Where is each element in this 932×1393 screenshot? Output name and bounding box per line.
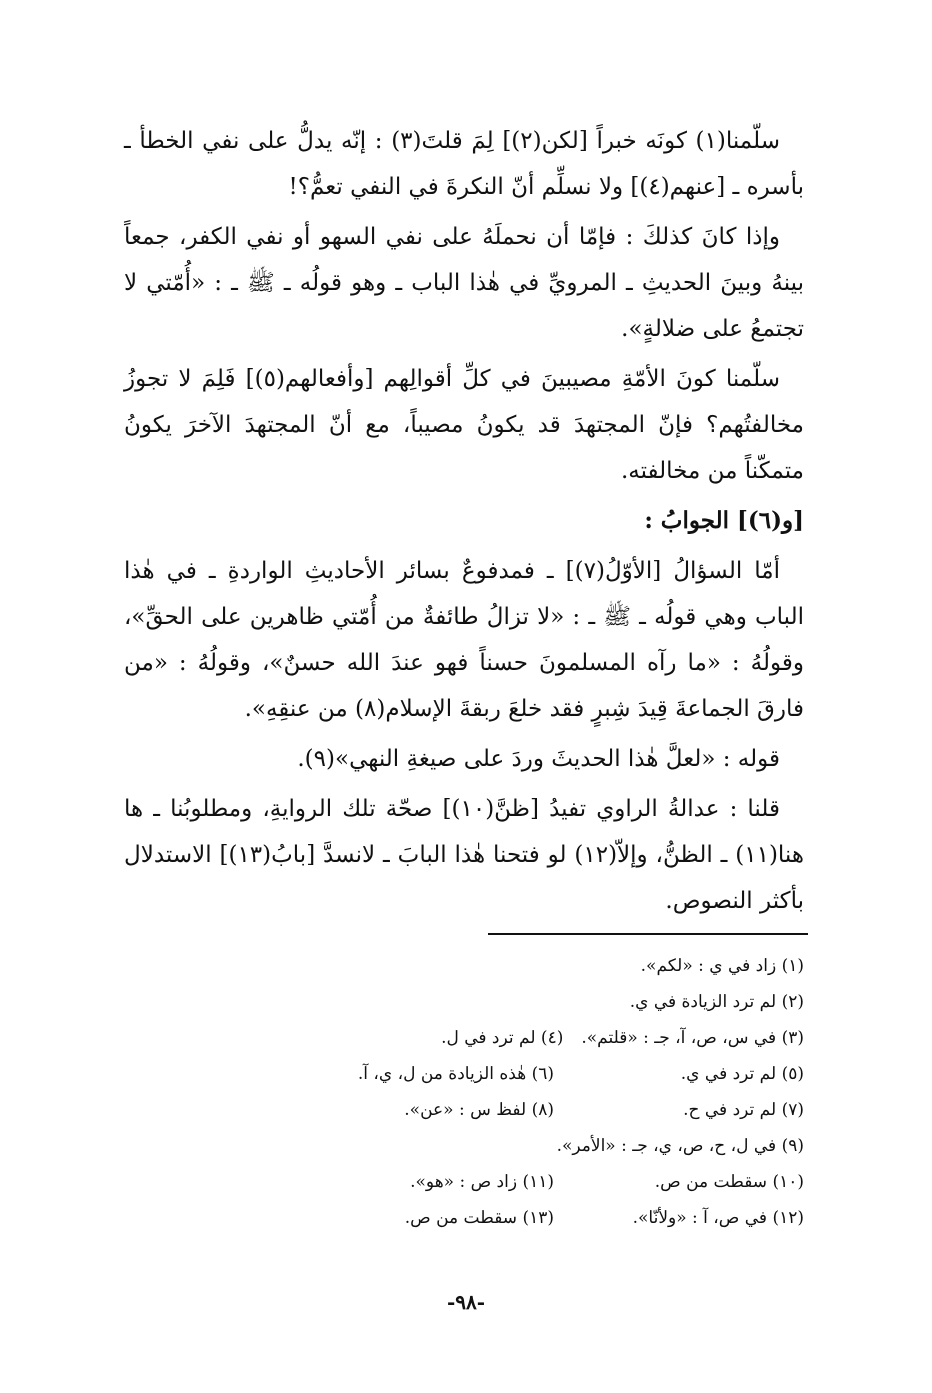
footnote-5: (٥) لم ترد في ي. [680, 1064, 804, 1084]
footnote-row [124, 1200, 804, 1236]
footnote-8: (٨) لفظ س : «عن». [404, 1100, 554, 1120]
page-number: -٩٨- [446, 1290, 486, 1314]
footnote-1: (١) زاد في ي : «لكم». [640, 956, 804, 976]
paragraph-6: قلنا : عدالةُ الراوي تفيدُ [ظنَّ(١٠)] صحّة تلك الروايةِ، ومطلوبُنا ـ ها هنا(١١) ـ الظنُّ، وإلاّ(١٢) لو فتحنا هٰذا البابَ ـ لانسدَّ [بابُ(١٣)] الاستدلال بأكثر النصوص. [124, 796, 804, 914]
paragraph-3: سلّمنا كونَ الأمّةِ مصيبينَ في كلِّ أقوالِهم [وأفعالهم(٥)] فَلِمَ لا تجوزُ مخالفتُهم؟ فإنّ المجتهدَ قد يكونُ مصيباً، مع أنّ المجتهدَ الآخرَ يكونُ متمكّناً من مخالفته. [124, 366, 804, 484]
footnote-7: (٧) لم ترد في ح. [683, 1100, 804, 1120]
footnote-row [124, 1092, 804, 1128]
footnote-3: (٣) في س، ص، آ، جـ : «قلتم». [581, 1028, 804, 1048]
footnote-divider [488, 933, 808, 935]
footnote-row [124, 984, 804, 1020]
footnotes [124, 948, 804, 1236]
footnote-row [124, 1020, 804, 1056]
footnote-row [124, 1164, 804, 1200]
footnote-2: (٢) لم ترد الزيادة في ي. [629, 992, 804, 1012]
footnote-row [124, 1128, 804, 1164]
footnote-11: (١١) زاد ص : «هو». [410, 1172, 554, 1192]
paragraph-4: أمّا السؤالُ [الأوّلُ(٧)] ـ فمدفوعٌ بسائر الأحاديثِ الواردةِ ـ في هٰذا الباب وهي قولُه ـ ﷺ ـ : «لا تزالُ طائفةٌ من أُمّتي ظاهرين على الحقِّ»، وقولُهُ : «ما رآه المسلمونَ حسناً فهو عندَ الله حسنٌ»، وقولُهُ : «من فارقَ الجماعةَ قِيدَ شِبرٍ فقد خلعَ ربقةَ الإسلام(٨) من عنقِهِ». [124, 558, 804, 722]
main-text [124, 118, 804, 928]
footnote-4: (٤) لم ترد في ل. [441, 1028, 564, 1048]
footnote-row [124, 1056, 804, 1092]
footnote-12: (١٢) في ص، آ : «ولأنّا». [632, 1208, 804, 1228]
footnote-10: (١٠) سقطت من ص. [654, 1172, 804, 1192]
footnote-row [124, 948, 804, 984]
footnote-6: (٦) هٰذه الزيادة من ل، ي، آ. [357, 1064, 554, 1084]
paragraph-2: وإذا كانَ كذلكَ : فإمّا أن نحملَهُ على نفي السهو أو نفي الكفر، جمعاً بينهُ وبينَ الحديثِ ـ المرويِّ في هٰذا الباب ـ وهو قولُه ـ ﷺ ـ : «أُمّتي لا تجتمعُ على ضلالةٍ». [124, 224, 804, 342]
answer-heading: [و(٦)] الجوابُ : [644, 507, 804, 534]
paragraph-1: سلّمنا(١) كونَه خبراً [لكن(٢)] لِمَ قلتَ(٣) : إنّه يدلُّ على نفي الخطأ ـ بأسره ـ [عنهم(٤)] ولا نسلِّم أنّ النكرةَ في النفي تعمُّ؟! [124, 128, 804, 200]
paragraph-5: قوله : «لعلَّ هٰذا الحديثَ وردَ على صيغةِ النهي»(٩). [297, 746, 780, 772]
footnote-13: (١٣) سقطت من ص. [404, 1208, 554, 1228]
footnote-9: (٩) في ل، ح، ص، ي، جـ : «الأمر». [556, 1136, 804, 1156]
